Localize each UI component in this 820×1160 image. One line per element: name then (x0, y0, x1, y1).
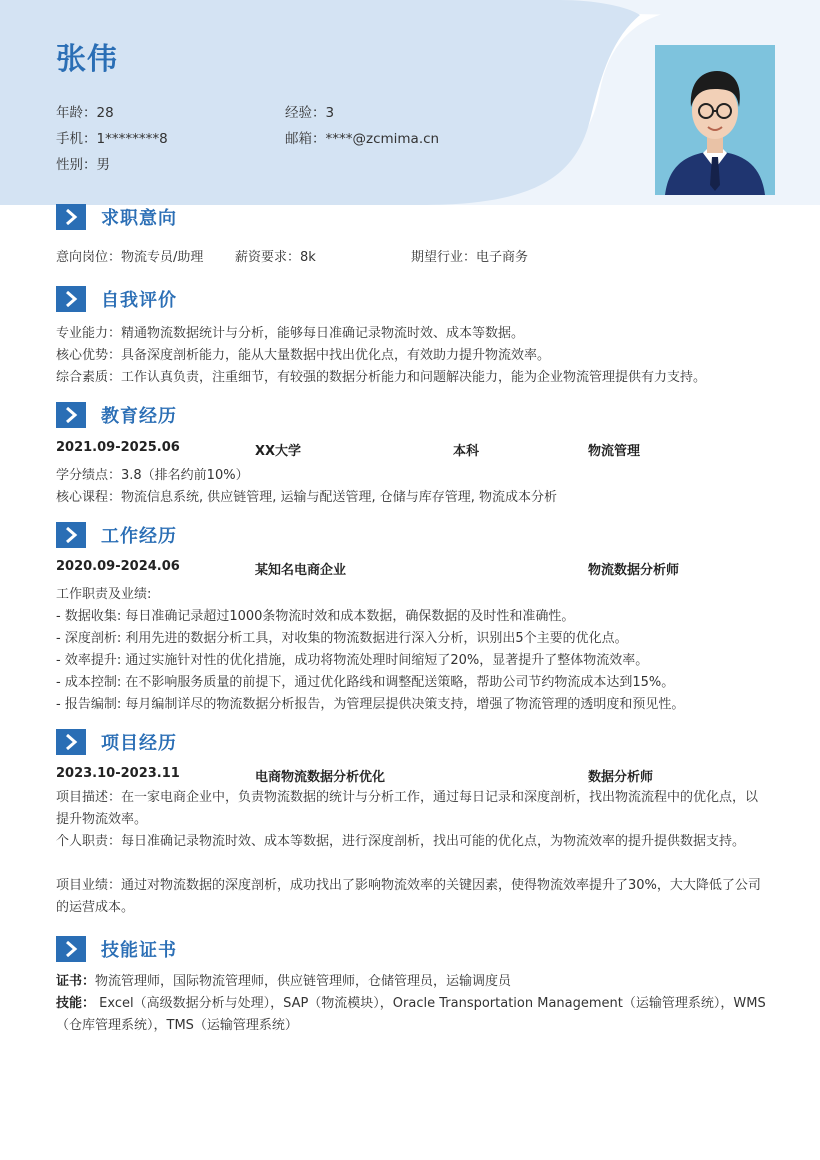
cert-label: 证书： (56, 974, 96, 989)
intent-industry: 期望行业：电子商务 (411, 250, 529, 265)
experience-info: 经验：3 (285, 105, 335, 121)
section-title: 工作经历 (101, 526, 177, 547)
skill-text: Excel（高级数据分析与处理），SAP（物流模块），Oracle Transportation Management（运输管理系统），WMS（仓库管理系统），TMS（运输管理系统） (56, 996, 766, 1033)
section-title: 教育经历 (101, 406, 177, 427)
project-name: 电商物流数据分析优化 (255, 770, 386, 785)
project-result: 项目业绩：通过对物流数据的深度剖析，成功找出了影响物流效率的关键因素，使得物流效率提升了30%，大大降低了公司的运营成本。 (56, 878, 761, 915)
project-duty: 个人职责：每日准确记录物流时效、成本等数据，进行深度剖析，找出可能的优化点，为物流效率的提升提供数据支持。 (56, 834, 746, 849)
chevron-right-icon (56, 204, 86, 230)
education-courses: 核心课程：物流信息系统, 供应链管理, 运输与配送管理, 仓储与库存管理, 物流成本分析 (56, 490, 558, 505)
skill-label: 技能： (56, 996, 96, 1011)
age-info: 年龄：28 (56, 105, 114, 121)
section-education (56, 402, 177, 428)
self-eval-line: 专业能力：精通物流数据统计与分析，能够每日准确记录物流时效、成本等数据。 (56, 326, 525, 341)
section-title: 技能证书 (101, 940, 177, 961)
work-period: 2020.09-2024.06 (56, 559, 180, 574)
work-intro: 工作职责及业绩: (56, 587, 152, 602)
education-degree: 本科 (453, 444, 480, 459)
profile-photo (655, 45, 775, 195)
education-gpa: 学分绩点：3.8（排名约前10%） (56, 468, 249, 483)
work-role: 物流数据分析师 (588, 563, 680, 578)
gender-info: 性别：男 (56, 157, 110, 173)
email-info: 邮箱：****@zcmima.cn (285, 131, 440, 147)
skills-certificates (56, 971, 766, 993)
self-eval-line: 综合素质：工作认真负责，注重细节，有较强的数据分析能力和问题解决能力，能为企业物流管理提供有力支持。 (56, 370, 707, 385)
intent-position: 意向岗位：物流专员/助理 (56, 250, 204, 265)
chevron-right-icon (56, 522, 86, 548)
education-major: 物流管理 (588, 444, 641, 459)
intent-salary: 薪资要求：8k (235, 250, 316, 265)
cert-text: 物流管理师，国际物流管理师，供应链管理师，仓储管理员，运输调度员 (95, 974, 512, 989)
section-project (56, 729, 177, 755)
chevron-right-icon (56, 936, 86, 962)
work-item: - 效率提升: 通过实施针对性的优化措施，成功将物流处理时间缩短了20%，显著提升了整体物流效率。 (56, 653, 649, 668)
work-item: - 成本控制: 在不影响服务质量的前提下，通过优化路线和调整配送策略，帮助公司节约物流成本达到15%。 (56, 675, 675, 690)
education-school: XX大学 (255, 444, 302, 459)
work-company: 某知名电商企业 (255, 563, 347, 578)
chevron-right-icon (56, 729, 86, 755)
work-item: - 数据收集: 每日准确记录超过1000条物流时效和成本数据，确保数据的及时性和准确性。 (56, 609, 575, 624)
section-title: 求职意向 (101, 208, 177, 229)
chevron-right-icon (56, 286, 86, 312)
section-title: 项目经历 (101, 733, 177, 754)
phone-info: 手机：1********8 (56, 131, 168, 147)
project-role: 数据分析师 (588, 770, 654, 785)
education-period: 2021.09-2025.06 (56, 440, 180, 455)
work-item: - 深度剖析: 利用先进的数据分析工具，对收集的物流数据进行深入分析，识别出5个主要的优化点。 (56, 631, 628, 646)
section-work (56, 522, 177, 548)
section-job-intent (56, 204, 177, 230)
work-item: - 报告编制: 每月编制详尽的物流数据分析报告，为管理层提供决策支持，增强了物流管理的透明度和预见性。 (56, 697, 685, 712)
section-self-evaluation (56, 286, 177, 312)
project-description: 项目描述：在一家电商企业中，负责物流数据的统计与分析工作，通过每日记录和深度剖析，找出物流流程中的优化点，以提升物流效率。 (56, 790, 759, 827)
self-eval-line: 核心优势：具备深度剖析能力，能从大量数据中找出优化点，有效助力提升物流效率。 (56, 348, 551, 363)
project-period: 2023.10-2023.11 (56, 766, 180, 781)
section-title: 自我评价 (101, 290, 177, 311)
section-skills (56, 936, 177, 962)
candidate-name: 张伟 (56, 42, 118, 77)
skills-list (56, 993, 766, 1037)
chevron-right-icon (56, 402, 86, 428)
